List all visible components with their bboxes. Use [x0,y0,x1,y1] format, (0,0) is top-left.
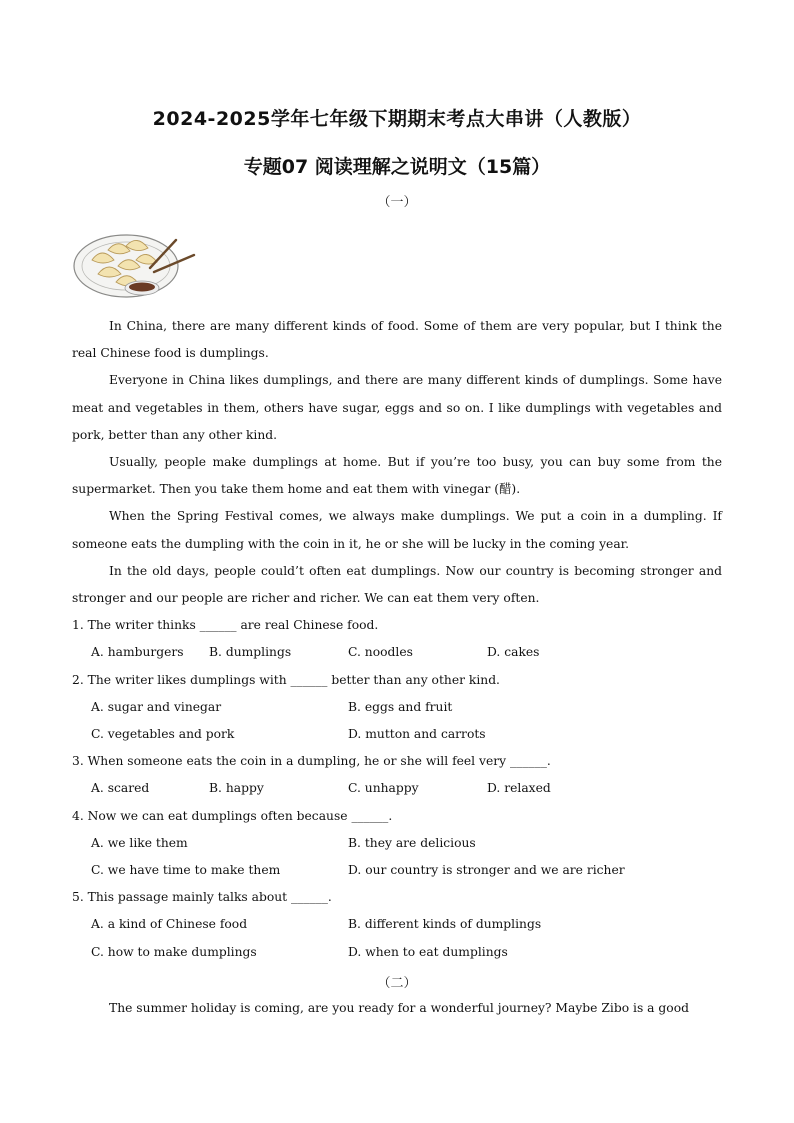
dumplings-plate-icon [72,222,198,306]
section-2-mark: （二） [377,976,417,991]
option-c[interactable]: C. vegetables and pork [91,727,235,742]
document-title: 2024-2025学年七年级下期期末考点大串讲（人教版） [152,108,642,130]
passage-1 [72,313,722,966]
passage-paragraph: Everyone in China likes dumplings, and there are many different kinds of dumplings. Some have meat and vegetables in them, others have sugar, eggs and so on. I like dumplings with vegetables and pork, better than any other kind. [72,373,722,442]
option-a[interactable]: A. scared [91,781,150,796]
question-3: 3. When someone eats the coin in a dumpling, he or she will feel very ______. [72,754,551,769]
question-4: 4. Now we can eat dumplings often because ______. [72,808,393,823]
option-a[interactable]: A. hamburgers [91,645,184,660]
passage-paragraph: The summer holiday is coming, are you ready for a wonderful journey? Maybe Zibo is a good [109,1001,689,1015]
option-b[interactable]: B. different kinds of dumplings [348,917,542,932]
option-b[interactable]: B. dumplings [209,645,292,660]
passage-paragraph: In China, there are many different kinds of food. Some of them are very popular, but I think the real Chinese food is dumplings. [72,319,722,361]
option-d[interactable]: D. mutton and carrots [348,727,486,742]
question-5-options [72,911,722,965]
option-c[interactable]: C. how to make dumplings [91,944,257,959]
option-d[interactable]: D. relaxed [487,781,551,796]
option-a[interactable]: A. we like them [91,835,188,850]
option-a[interactable]: A. a kind of Chinese food [91,917,248,932]
option-d[interactable]: D. when to eat dumplings [348,944,508,959]
passage-paragraph: In the old days, people could’t often eat dumplings. Now our country is becoming stronger and stronger and our people are richer and richer. We can eat them very often. [72,563,722,606]
passage-paragraph: Usually, people make dumplings at home. But if you’re too busy, you can buy some from the supermarket. Then you take them home and eat them with vinegar (醋). [72,455,722,497]
section-1-mark: （一） [377,195,417,210]
question-1: 1. The writer thinks ______ are real Chinese food. [72,618,379,633]
option-b[interactable]: B. happy [209,781,264,796]
option-a[interactable]: A. sugar and vinegar [91,699,222,714]
question-1-options [72,639,722,666]
document-subtitle: 专题07 阅读理解之说明文（15篇） [243,156,551,178]
question-2-options [72,694,722,748]
option-b[interactable]: B. eggs and fruit [348,699,453,714]
question-3-options [72,775,722,802]
option-c[interactable]: C. we have time to make them [91,863,281,878]
question-2: 2. The writer likes dumplings with ______ better than any other kind. [72,672,500,687]
option-d[interactable]: D. our country is stronger and we are richer [348,863,625,878]
question-5: 5. This passage mainly talks about ______. [72,890,332,905]
option-b[interactable]: B. they are delicious [348,835,476,850]
passage-2 [72,995,722,1022]
option-d[interactable]: D. cakes [487,645,540,660]
question-4-options [72,830,722,884]
passage-paragraph: When the Spring Festival comes, we always make dumplings. We put a coin in a dumpling. If someone eats the dumpling with the coin in it, he or she will be lucky in the coming year. [72,509,722,551]
option-c[interactable]: C. noodles [348,645,413,660]
option-c[interactable]: C. unhappy [348,781,419,796]
